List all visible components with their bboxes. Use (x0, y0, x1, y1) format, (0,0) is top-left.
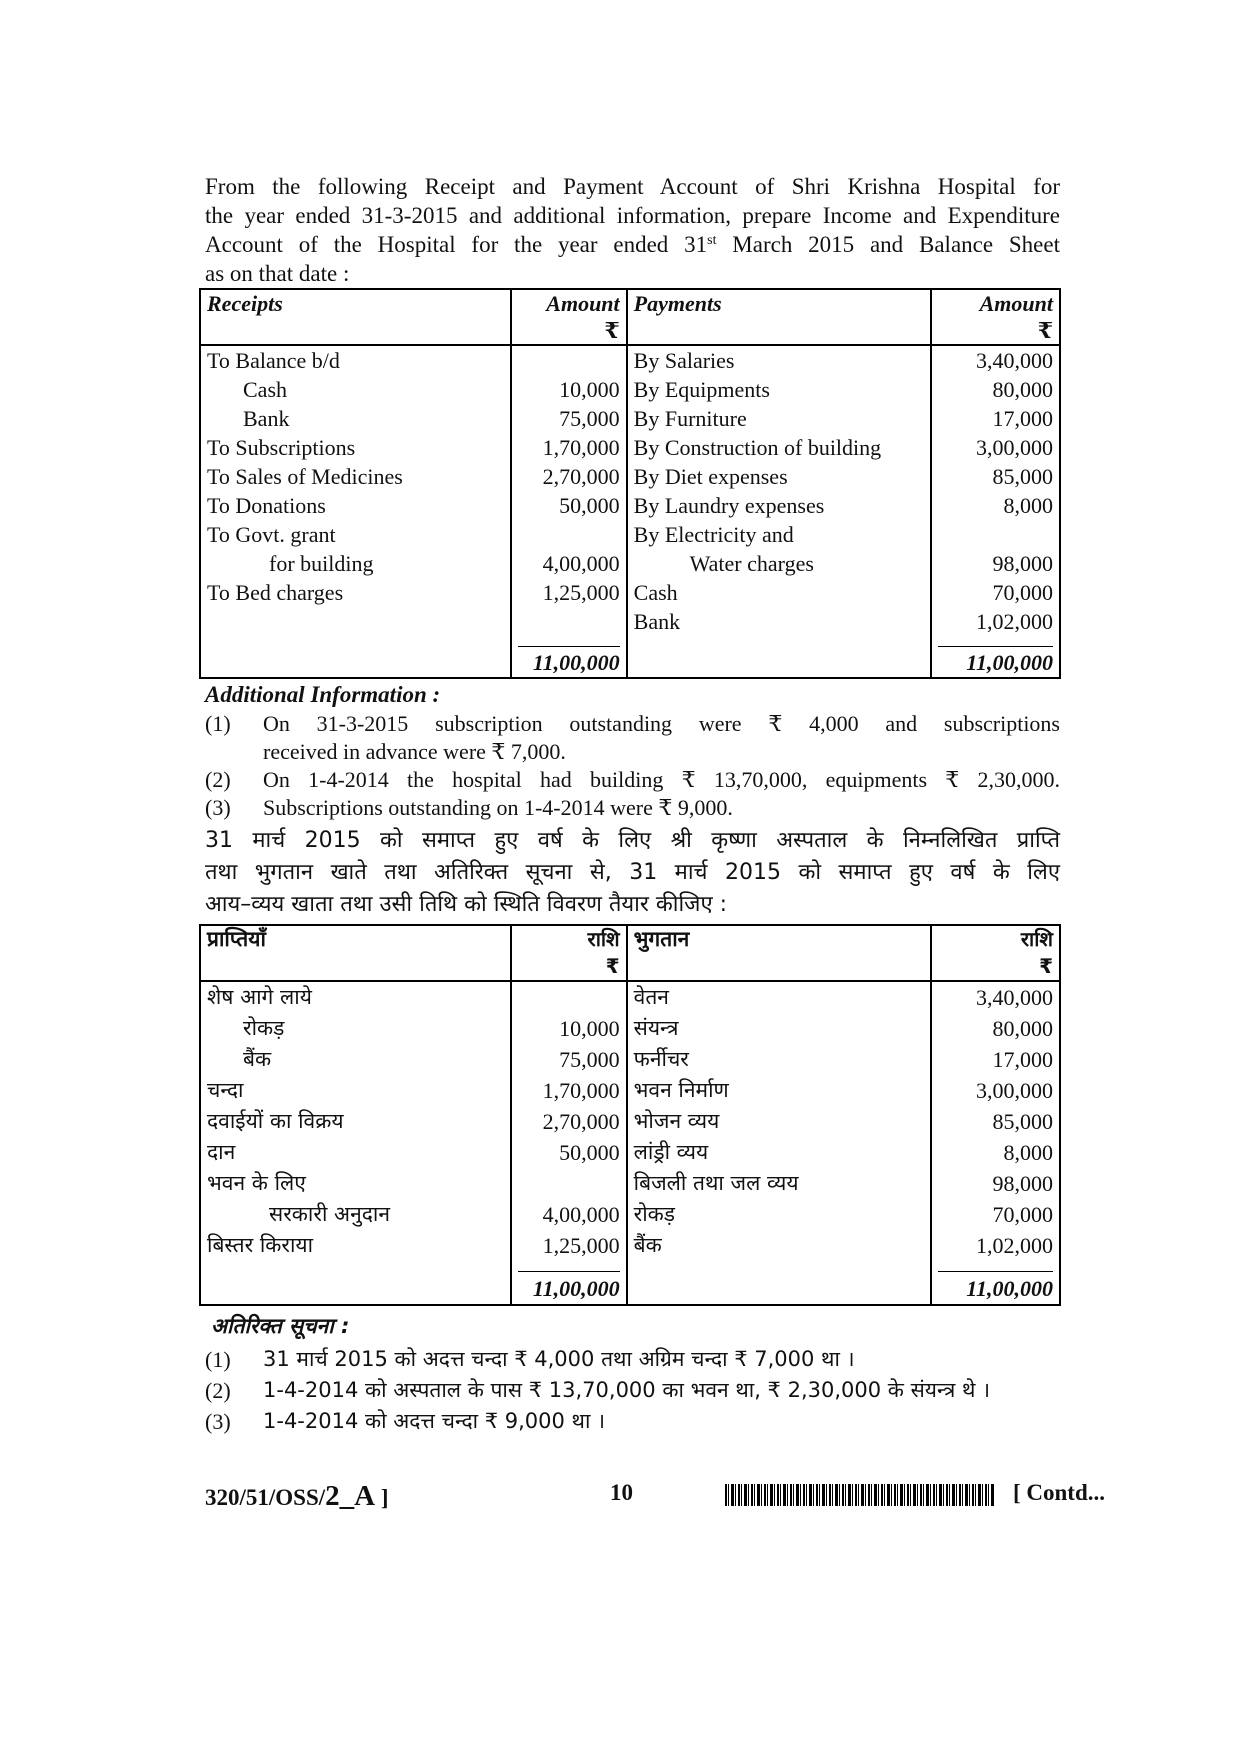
receipts-header: Receipts (200, 289, 511, 345)
note-item: (2) On 1-4-2014 the hospital had building ₹ 13,70,000, equipments ₹ 2,30,000. (205, 767, 1060, 792)
note-item: (2) 1-4-2014 को अस्पताल के पास ₹ 13,70,000 का भवन था, ₹ 2,30,000 के संयन्त्र थे । (205, 1378, 991, 1403)
continued-label: [ Contd... (1013, 1480, 1106, 1505)
total-row (200, 1271, 1060, 1305)
amount-header: Amount ₹ (511, 289, 627, 345)
table-row: बैंक 75,000 फर्नीचर 17,000 (200, 1044, 1060, 1075)
note-item: (3) 1-4-2014 को अदत्त चन्दा ₹ 9,000 था । (205, 1409, 606, 1434)
exam-page (205, 172, 1060, 1437)
total-amount: 11,00,000 (931, 646, 1060, 678)
table-row: for building 4,00,000 Water charges 98,000 (200, 549, 1060, 578)
intro-line: आय–व्यय खाता तथा उसी तिथि को स्थिति विवरण तैयार कीजिए : (205, 892, 728, 917)
table-row: भवन के लिए बिजली तथा जल व्यय 98,000 (200, 1168, 1060, 1199)
table-row: To Sales of Medicines 2,70,000 By Diet expenses 85,000 (200, 462, 1060, 491)
intro-line: Account of the Hospital for the year ended 31st March 2015 and Balance Sheet (205, 232, 1060, 257)
total-amount: 11,00,000 (931, 1271, 1060, 1305)
total-amount: 11,00,000 (511, 1271, 627, 1305)
note-item: (3) Subscriptions outstanding on 1-4-2014 were ₹ 9,000. (205, 795, 733, 820)
note-item: (1) 31 मार्च 2015 को अदत्त चन्दा ₹ 4,000 तथा अग्रिम चन्दा ₹ 7,000 था । (205, 1347, 855, 1372)
receipts-header: प्राप्तियाँ (200, 925, 511, 981)
receipt-payment-table-hi (199, 924, 1061, 1306)
intro-line: तथा भुगतान खाते तथा अतिरिक्त सूचना से, 31 मार्च 2015 को समाप्त हुए वर्ष के लिए (205, 860, 1060, 885)
table-row: दान 50,000 लांड्री व्यय 8,000 (200, 1137, 1060, 1168)
amount-header: राशि ₹ (931, 925, 1060, 981)
table-row: दवाईयों का विक्रय 2,70,000 भोजन व्यय 85,000 (200, 1106, 1060, 1137)
question-intro (205, 172, 1060, 288)
amount-header: राशि ₹ (511, 925, 627, 981)
page-number: 10 (610, 1480, 633, 1505)
table-row: To Subscriptions 1,70,000 By Construction of building 3,00,000 (200, 433, 1060, 462)
additional-info-title-hindi: अतिरिक्त सूचना : (211, 1314, 350, 1338)
total-amount: 11,00,000 (511, 646, 627, 678)
note-item: (1) On 31-3-2015 subscription outstanding were ₹ 4,000 and subscriptions received in advance were ₹ 7,000. (205, 711, 1060, 764)
paper-code: 320/51/OSS/2_A ] (205, 1480, 389, 1512)
amount-header: Amount ₹ (931, 289, 1060, 345)
table-row: Bank 1,02,000 (200, 607, 1060, 636)
question-intro-hindi (205, 825, 1060, 921)
table-row: शेष आगे लाये वेतन 3,40,000 (200, 981, 1060, 1013)
intro-line: From the following Receipt and Payment Account of Shri Krishna Hospital for (205, 174, 1060, 199)
page-footer (205, 1480, 1115, 1510)
table-row: To Balance b/d By Salaries 3,40,000 (200, 345, 1060, 375)
intro-line: the year ended 31-3-2015 and additional information, prepare Income and Expenditure (205, 203, 1060, 228)
total-row (200, 646, 1060, 678)
intro-line: as on that date : (205, 261, 350, 286)
table-row: चन्दा 1,70,000 भवन निर्माण 3,00,000 (200, 1075, 1060, 1106)
table-row: To Bed charges 1,25,000 Cash 70,000 (200, 578, 1060, 607)
table-row (200, 636, 1060, 646)
table-row: Bank 75,000 By Furniture 17,000 (200, 404, 1060, 433)
table-row: रोकड़ 10,000 संयन्त्र 80,000 (200, 1013, 1060, 1044)
table-row: सरकारी अनुदान 4,00,000 रोकड़ 70,000 (200, 1199, 1060, 1230)
table-row: To Govt. grant By Electricity and (200, 520, 1060, 549)
table-row: To Donations 50,000 By Laundry expenses 8,000 (200, 491, 1060, 520)
payments-header: भुगतान (627, 925, 931, 981)
table-row: बिस्तर किराया 1,25,000 बैंक 1,02,000 (200, 1230, 1060, 1261)
payments-header: Payments (627, 289, 931, 345)
table-row (200, 1261, 1060, 1271)
table-header (200, 289, 1060, 345)
additional-info-title: Additional Information : (205, 682, 441, 707)
receipt-payment-table-en (199, 288, 1061, 679)
table-row: Cash 10,000 By Equipments 80,000 (200, 375, 1060, 404)
table-header (200, 925, 1060, 981)
barcode-icon (725, 1484, 995, 1506)
intro-line: 31 मार्च 2015 को समाप्त हुए वर्ष के लिए श्री कृष्णा अस्पताल के निम्नलिखित प्राप्ति (205, 828, 1060, 853)
